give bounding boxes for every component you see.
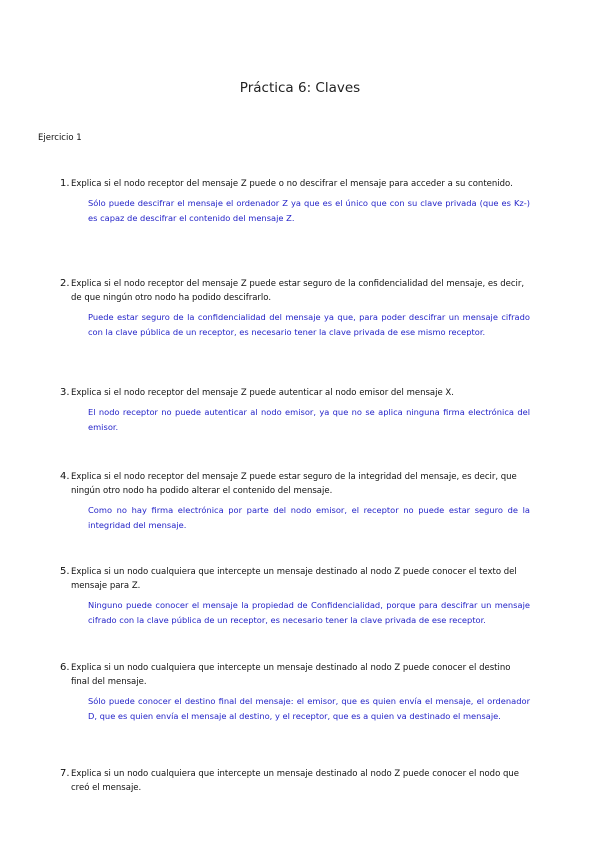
question-6 [60, 661, 530, 724]
question-text: Explica si un nodo cualquiera que intercepte un mensaje destinado al nodo Z puede conocer el nodo que creó el mensaje. [71, 769, 519, 793]
question-number: 7. [60, 768, 70, 779]
question-text: Explica si el nodo receptor del mensaje Z puede o no descifrar el mensaje para acceder a su contenido. [71, 179, 513, 189]
page-title: Práctica 6: Claves [239, 80, 361, 96]
exercise-heading: Ejercicio 1 [38, 133, 82, 143]
question-text: Explica si el nodo receptor del mensaje Z puede estar seguro de la confidencialidad del mensaje, es decir, de que ningún otro nodo ha podido descifrarlo. [71, 279, 525, 303]
question-2 [60, 277, 530, 340]
answer-text: Sólo puede descifrar el mensaje el ordenador Z ya que es el único que con su clave privada (que es Kz-) es capaz de descifrar el contenido del mensaje Z. [88, 198, 530, 223]
answer-text: Puede estar seguro de la confidencialidad del mensaje ya que, para poder descifrar un mensaje cifrado con la clave pública de un receptor, es necesario tener la clave privada de ese mismo receptor. [88, 312, 530, 337]
question-1 [60, 177, 530, 226]
question-4 [60, 470, 530, 533]
answer-text: Como no hay firma electrónica por parte del nodo emisor, el receptor no puede estar seguro de la integridad del mensaje. [88, 505, 530, 530]
question-7 [60, 767, 530, 795]
question-3 [60, 386, 530, 435]
question-number: 4. [60, 471, 70, 482]
answer-text: El nodo receptor no puede autenticar al nodo emisor, ya que no se aplica ninguna firma electrónica del emisor. [88, 407, 530, 432]
question-text: Explica si el nodo receptor del mensaje Z puede autenticar al nodo emisor del mensaje X. [71, 388, 454, 398]
question-number: 1. [60, 178, 70, 189]
question-text: Explica si el nodo receptor del mensaje Z puede estar seguro de la integridad del mensaje, es decir, que ningún otro nodo ha podido alterar el contenido del mensaje. [71, 472, 517, 496]
question-number: 6. [60, 662, 70, 673]
question-number: 3. [60, 387, 70, 398]
answer-text: Sólo puede conocer el destino final del mensaje: el emisor, que es quien envía el mensaje, el ordenador D, que es quien envía el mensaje al destino, y el receptor, que es a quien va destinado el mensaje. [88, 696, 530, 721]
question-number: 2. [60, 278, 70, 289]
answer-text: Ninguno puede conocer el mensaje la propiedad de Confidencialidad, porque para descifrar un mensaje cifrado con la clave pública de un receptor, es necesario tener la clave privada de ese receptor. [88, 600, 530, 625]
question-text: Explica si un nodo cualquiera que intercepte un mensaje destinado al nodo Z puede conocer el destino final del mensaje. [71, 663, 511, 687]
question-text: Explica si un nodo cualquiera que intercepte un mensaje destinado al nodo Z puede conocer el texto del mensaje para Z. [71, 567, 517, 591]
question-number: 5. [60, 566, 70, 577]
question-5 [60, 565, 530, 628]
